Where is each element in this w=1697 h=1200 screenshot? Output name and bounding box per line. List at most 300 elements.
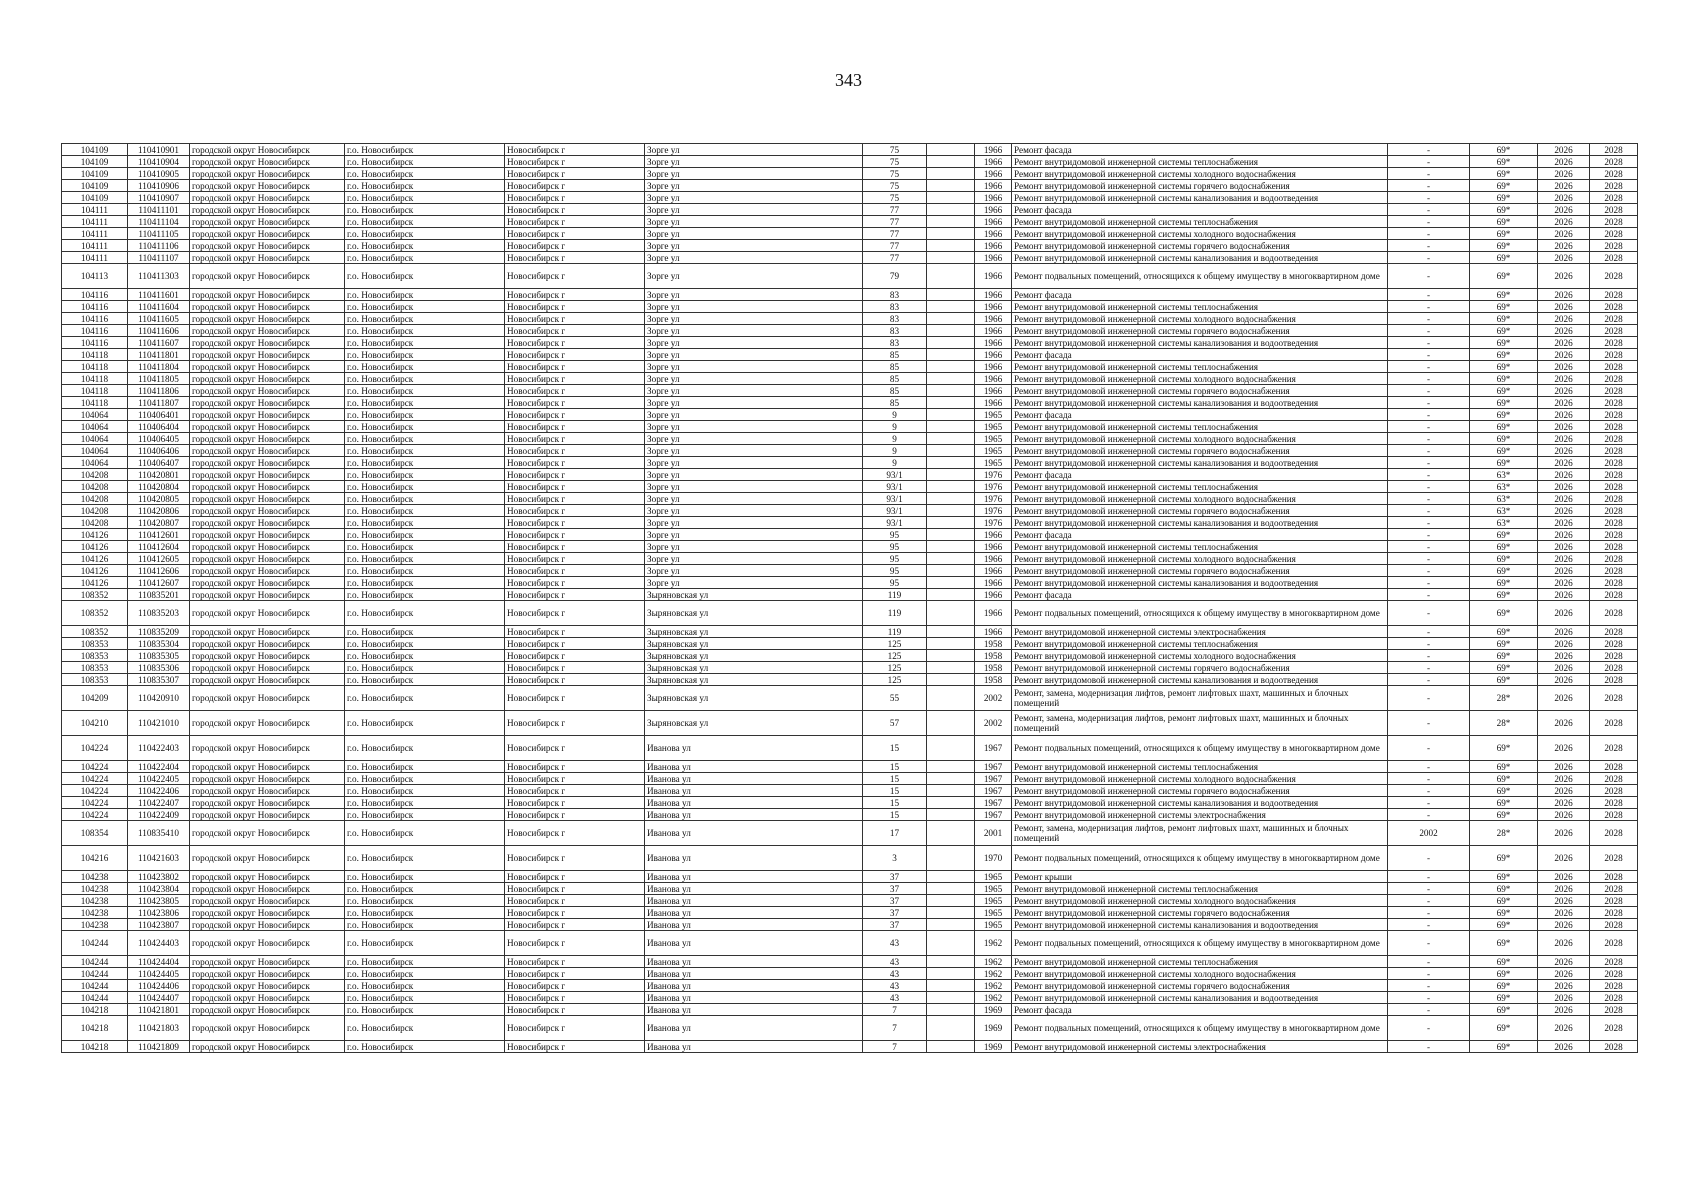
cell-completed-year: - <box>1388 469 1470 481</box>
cell-municipality: городской округ Новосибирск <box>190 883 345 895</box>
cell-house-number: 119 <box>863 601 927 626</box>
cell-price: 69* <box>1470 289 1538 301</box>
cell-municipality: городской округ Новосибирск <box>190 871 345 883</box>
cell-municipal-district: г.о. Новосибирск <box>345 907 505 919</box>
cell-house-number: 37 <box>863 895 927 907</box>
cell-work-type: Ремонт внутридомовой инженерной системы теплоснабжения <box>1012 541 1388 553</box>
cell-price: 69* <box>1470 650 1538 662</box>
cell-object-code: 110423807 <box>128 919 190 931</box>
table-row <box>62 385 1638 397</box>
cell-plan-start-year: 2026 <box>1538 638 1590 650</box>
cell-plan-end-year: 2028 <box>1590 1016 1638 1041</box>
cell-municipality: городской округ Новосибирск <box>190 457 345 469</box>
cell-object-code: 110406406 <box>128 445 190 457</box>
cell-settlement: Новосибирск г <box>505 797 645 809</box>
cell-work-type: Ремонт подвальных помещений, относящихся к общему имуществу в многоквартирном доме <box>1012 1016 1388 1041</box>
cell-street: Зорге ул <box>645 481 863 493</box>
cell-object-code: 110411807 <box>128 397 190 409</box>
cell-plan-end-year: 2028 <box>1590 168 1638 180</box>
cell-build-year: 1969 <box>975 1004 1012 1016</box>
cell-record-id: 104208 <box>62 481 128 493</box>
cell-building <box>927 577 975 589</box>
cell-object-code: 110406404 <box>128 421 190 433</box>
cell-municipal-district: г.о. Новосибирск <box>345 156 505 168</box>
table-row <box>62 956 1638 968</box>
cell-municipality: городской округ Новосибирск <box>190 761 345 773</box>
cell-house-number: 37 <box>863 919 927 931</box>
cell-record-id: 104224 <box>62 736 128 761</box>
cell-build-year: 1966 <box>975 385 1012 397</box>
cell-street: Зорге ул <box>645 168 863 180</box>
cell-completed-year: - <box>1388 373 1470 385</box>
cell-price: 28* <box>1470 711 1538 736</box>
cell-plan-end-year: 2028 <box>1590 674 1638 686</box>
cell-object-code: 110406407 <box>128 457 190 469</box>
cell-municipal-district: г.о. Новосибирск <box>345 785 505 797</box>
cell-work-type: Ремонт внутридомовой инженерной системы горячего водоснабжения <box>1012 385 1388 397</box>
cell-house-number: 83 <box>863 289 927 301</box>
cell-work-type: Ремонт фасада <box>1012 409 1388 421</box>
cell-completed-year: - <box>1388 650 1470 662</box>
cell-municipality: городской округ Новосибирск <box>190 577 345 589</box>
cell-municipal-district: г.о. Новосибирск <box>345 711 505 736</box>
cell-work-type: Ремонт внутридомовой инженерной системы канализования и водоотведения <box>1012 919 1388 931</box>
cell-plan-end-year: 2028 <box>1590 662 1638 674</box>
cell-street: Зорге ул <box>645 457 863 469</box>
cell-street: Иванова ул <box>645 871 863 883</box>
cell-municipality: городской округ Новосибирск <box>190 349 345 361</box>
cell-street: Зыряновская ул <box>645 686 863 711</box>
cell-record-id: 104118 <box>62 361 128 373</box>
cell-object-code: 110411606 <box>128 325 190 337</box>
cell-house-number: 43 <box>863 980 927 992</box>
cell-municipality: городской округ Новосибирск <box>190 711 345 736</box>
cell-build-year: 1966 <box>975 192 1012 204</box>
cell-plan-end-year: 2028 <box>1590 711 1638 736</box>
cell-build-year: 1965 <box>975 919 1012 931</box>
cell-plan-start-year: 2026 <box>1538 445 1590 457</box>
cell-house-number: 75 <box>863 180 927 192</box>
cell-work-type: Ремонт внутридомовой инженерной системы холодного водоснабжения <box>1012 433 1388 445</box>
cell-settlement: Новосибирск г <box>505 980 645 992</box>
cell-price: 63* <box>1470 481 1538 493</box>
cell-building <box>927 180 975 192</box>
cell-price: 63* <box>1470 469 1538 481</box>
cell-record-id: 104208 <box>62 505 128 517</box>
table-row <box>62 931 1638 956</box>
cell-build-year: 1966 <box>975 565 1012 577</box>
cell-municipality: городской округ Новосибирск <box>190 409 345 421</box>
cell-street: Иванова ул <box>645 773 863 785</box>
cell-municipal-district: г.о. Новосибирск <box>345 662 505 674</box>
cell-plan-end-year: 2028 <box>1590 577 1638 589</box>
cell-completed-year: - <box>1388 517 1470 529</box>
table-row <box>62 1016 1638 1041</box>
cell-municipality: городской округ Новосибирск <box>190 168 345 180</box>
cell-object-code: 110835306 <box>128 662 190 674</box>
cell-settlement: Новосибирск г <box>505 711 645 736</box>
cell-building <box>927 846 975 871</box>
table-row <box>62 968 1638 980</box>
cell-settlement: Новосибирск г <box>505 992 645 1004</box>
cell-municipal-district: г.о. Новосибирск <box>345 325 505 337</box>
cell-municipality: городской округ Новосибирск <box>190 517 345 529</box>
cell-plan-start-year: 2026 <box>1538 773 1590 785</box>
cell-house-number: 95 <box>863 541 927 553</box>
cell-settlement: Новосибирск г <box>505 529 645 541</box>
cell-completed-year: - <box>1388 397 1470 409</box>
cell-plan-start-year: 2026 <box>1538 517 1590 529</box>
cell-record-id: 104126 <box>62 553 128 565</box>
cell-object-code: 110421803 <box>128 1016 190 1041</box>
cell-street: Зыряновская ул <box>645 589 863 601</box>
cell-municipality: городской округ Новосибирск <box>190 785 345 797</box>
cell-build-year: 1965 <box>975 871 1012 883</box>
cell-settlement: Новосибирск г <box>505 761 645 773</box>
cell-completed-year: - <box>1388 204 1470 216</box>
cell-plan-start-year: 2026 <box>1538 325 1590 337</box>
cell-settlement: Новосибирск г <box>505 686 645 711</box>
cell-completed-year: - <box>1388 919 1470 931</box>
cell-street: Иванова ул <box>645 809 863 821</box>
cell-object-code: 110420805 <box>128 493 190 505</box>
cell-object-code: 110410901 <box>128 144 190 156</box>
cell-settlement: Новосибирск г <box>505 662 645 674</box>
cell-object-code: 110412604 <box>128 541 190 553</box>
cell-plan-start-year: 2026 <box>1538 650 1590 662</box>
cell-completed-year: - <box>1388 228 1470 240</box>
cell-house-number: 7 <box>863 1041 927 1053</box>
cell-object-code: 110420804 <box>128 481 190 493</box>
cell-completed-year: - <box>1388 626 1470 638</box>
cell-build-year: 1965 <box>975 895 1012 907</box>
cell-work-type: Ремонт внутридомовой инженерной системы электроснабжения <box>1012 809 1388 821</box>
cell-municipal-district: г.о. Новосибирск <box>345 397 505 409</box>
cell-price: 69* <box>1470 956 1538 968</box>
table-row <box>62 1004 1638 1016</box>
cell-completed-year: - <box>1388 349 1470 361</box>
cell-municipality: городской округ Новосибирск <box>190 373 345 385</box>
cell-settlement: Новосибирск г <box>505 204 645 216</box>
cell-building <box>927 919 975 931</box>
cell-settlement: Новосибирск г <box>505 931 645 956</box>
cell-build-year: 1966 <box>975 204 1012 216</box>
cell-municipal-district: г.о. Новосибирск <box>345 505 505 517</box>
cell-work-type: Ремонт внутридомовой инженерной системы канализования и водоотведения <box>1012 517 1388 529</box>
cell-plan-end-year: 2028 <box>1590 553 1638 565</box>
cell-plan-end-year: 2028 <box>1590 385 1638 397</box>
cell-settlement: Новосибирск г <box>505 785 645 797</box>
cell-record-id: 104238 <box>62 883 128 895</box>
cell-street: Иванова ул <box>645 895 863 907</box>
cell-municipality: городской округ Новосибирск <box>190 289 345 301</box>
cell-municipality: городской округ Новосибирск <box>190 626 345 638</box>
cell-settlement: Новосибирск г <box>505 325 645 337</box>
cell-build-year: 1966 <box>975 541 1012 553</box>
cell-object-code: 110410907 <box>128 192 190 204</box>
cell-build-year: 1966 <box>975 361 1012 373</box>
cell-street: Зорге ул <box>645 541 863 553</box>
cell-house-number: 93/1 <box>863 505 927 517</box>
cell-house-number: 17 <box>863 821 927 846</box>
cell-house-number: 3 <box>863 846 927 871</box>
cell-plan-end-year: 2028 <box>1590 337 1638 349</box>
cell-house-number: 9 <box>863 421 927 433</box>
cell-object-code: 110835304 <box>128 638 190 650</box>
cell-object-code: 110412606 <box>128 565 190 577</box>
table-row <box>62 846 1638 871</box>
cell-price: 69* <box>1470 397 1538 409</box>
cell-plan-start-year: 2026 <box>1538 421 1590 433</box>
cell-plan-start-year: 2026 <box>1538 481 1590 493</box>
cell-street: Иванова ул <box>645 785 863 797</box>
cell-price: 69* <box>1470 252 1538 264</box>
cell-record-id: 104126 <box>62 541 128 553</box>
cell-plan-end-year: 2028 <box>1590 469 1638 481</box>
cell-municipality: городской округ Новосибирск <box>190 931 345 956</box>
cell-completed-year: - <box>1388 337 1470 349</box>
cell-building <box>927 1004 975 1016</box>
cell-price: 63* <box>1470 505 1538 517</box>
cell-house-number: 83 <box>863 301 927 313</box>
cell-settlement: Новосибирск г <box>505 216 645 228</box>
cell-municipality: городской округ Новосибирск <box>190 968 345 980</box>
cell-plan-end-year: 2028 <box>1590 301 1638 313</box>
cell-plan-start-year: 2026 <box>1538 457 1590 469</box>
cell-object-code: 110422405 <box>128 773 190 785</box>
cell-object-code: 110412601 <box>128 529 190 541</box>
cell-plan-start-year: 2026 <box>1538 301 1590 313</box>
cell-completed-year: - <box>1388 529 1470 541</box>
cell-completed-year: - <box>1388 883 1470 895</box>
cell-building <box>927 457 975 469</box>
cell-price: 69* <box>1470 907 1538 919</box>
cell-municipality: городской округ Новосибирск <box>190 481 345 493</box>
cell-build-year: 1966 <box>975 301 1012 313</box>
cell-municipal-district: г.о. Новосибирск <box>345 493 505 505</box>
cell-street: Зыряновская ул <box>645 638 863 650</box>
cell-municipality: городской округ Новосибирск <box>190 385 345 397</box>
cell-building <box>927 481 975 493</box>
cell-record-id: 104126 <box>62 577 128 589</box>
cell-completed-year: - <box>1388 264 1470 289</box>
cell-settlement: Новосибирск г <box>505 469 645 481</box>
cell-completed-year: - <box>1388 785 1470 797</box>
cell-municipal-district: г.о. Новосибирск <box>345 821 505 846</box>
cell-house-number: 83 <box>863 313 927 325</box>
cell-build-year: 1967 <box>975 809 1012 821</box>
cell-building <box>927 445 975 457</box>
table-row <box>62 883 1638 895</box>
cell-building <box>927 361 975 373</box>
cell-record-id: 104208 <box>62 517 128 529</box>
cell-work-type: Ремонт внутридомовой инженерной системы холодного водоснабжения <box>1012 493 1388 505</box>
cell-object-code: 110424404 <box>128 956 190 968</box>
cell-street: Зыряновская ул <box>645 626 863 638</box>
cell-record-id: 104238 <box>62 919 128 931</box>
cell-price: 69* <box>1470 409 1538 421</box>
cell-record-id: 108353 <box>62 674 128 686</box>
cell-record-id: 108353 <box>62 638 128 650</box>
cell-completed-year: - <box>1388 956 1470 968</box>
table-row <box>62 433 1638 445</box>
cell-municipal-district: г.о. Новосибирск <box>345 980 505 992</box>
cell-street: Иванова ул <box>645 956 863 968</box>
cell-plan-end-year: 2028 <box>1590 883 1638 895</box>
cell-municipality: городской округ Новосибирск <box>190 907 345 919</box>
cell-plan-end-year: 2028 <box>1590 871 1638 883</box>
cell-street: Иванова ул <box>645 907 863 919</box>
cell-object-code: 110410904 <box>128 156 190 168</box>
cell-record-id: 104224 <box>62 773 128 785</box>
cell-price: 28* <box>1470 821 1538 846</box>
cell-house-number: 93/1 <box>863 469 927 481</box>
cell-municipal-district: г.о. Новосибирск <box>345 517 505 529</box>
cell-price: 69* <box>1470 337 1538 349</box>
cell-house-number: 85 <box>863 397 927 409</box>
cell-street: Зорге ул <box>645 397 863 409</box>
cell-municipal-district: г.о. Новосибирск <box>345 577 505 589</box>
cell-building <box>927 589 975 601</box>
cell-street: Иванова ул <box>645 992 863 1004</box>
cell-work-type: Ремонт внутридомовой инженерной системы теплоснабжения <box>1012 883 1388 895</box>
cell-record-id: 104244 <box>62 992 128 1004</box>
cell-house-number: 93/1 <box>863 493 927 505</box>
cell-completed-year: - <box>1388 773 1470 785</box>
cell-record-id: 104111 <box>62 216 128 228</box>
cell-municipality: городской округ Новосибирск <box>190 397 345 409</box>
cell-price: 69* <box>1470 761 1538 773</box>
cell-object-code: 110421809 <box>128 1041 190 1053</box>
cell-build-year: 1967 <box>975 797 1012 809</box>
cell-completed-year: - <box>1388 674 1470 686</box>
cell-plan-end-year: 2028 <box>1590 192 1638 204</box>
cell-completed-year: - <box>1388 252 1470 264</box>
cell-record-id: 104109 <box>62 168 128 180</box>
cell-municipality: городской округ Новосибирск <box>190 956 345 968</box>
cell-street: Зорге ул <box>645 373 863 385</box>
cell-settlement: Новосибирск г <box>505 895 645 907</box>
cell-completed-year: - <box>1388 565 1470 577</box>
cell-house-number: 75 <box>863 168 927 180</box>
cell-work-type: Ремонт внутридомовой инженерной системы канализования и водоотведения <box>1012 577 1388 589</box>
cell-building <box>927 773 975 785</box>
cell-municipality: городской округ Новосибирск <box>190 638 345 650</box>
cell-street: Зорге ул <box>645 469 863 481</box>
cell-object-code: 110835307 <box>128 674 190 686</box>
cell-municipal-district: г.о. Новосибирск <box>345 144 505 156</box>
cell-object-code: 110424405 <box>128 968 190 980</box>
cell-work-type: Ремонт подвальных помещений, относящихся к общему имуществу в многоквартирном доме <box>1012 264 1388 289</box>
cell-record-id: 104244 <box>62 956 128 968</box>
cell-house-number: 15 <box>863 785 927 797</box>
cell-plan-end-year: 2028 <box>1590 457 1638 469</box>
cell-plan-end-year: 2028 <box>1590 980 1638 992</box>
cell-plan-start-year: 2026 <box>1538 385 1590 397</box>
cell-plan-start-year: 2026 <box>1538 919 1590 931</box>
cell-price: 69* <box>1470 565 1538 577</box>
cell-record-id: 104244 <box>62 931 128 956</box>
cell-house-number: 75 <box>863 192 927 204</box>
cell-record-id: 104216 <box>62 846 128 871</box>
cell-completed-year: - <box>1388 1016 1470 1041</box>
cell-object-code: 110420910 <box>128 686 190 711</box>
cell-settlement: Новосибирск г <box>505 409 645 421</box>
cell-object-code: 110411801 <box>128 349 190 361</box>
table-row <box>62 1041 1638 1053</box>
cell-building <box>927 992 975 1004</box>
cell-municipal-district: г.о. Новосибирск <box>345 385 505 397</box>
table-row <box>62 809 1638 821</box>
cell-record-id: 104238 <box>62 907 128 919</box>
cell-plan-start-year: 2026 <box>1538 956 1590 968</box>
cell-building <box>927 895 975 907</box>
cell-settlement: Новосибирск г <box>505 493 645 505</box>
cell-build-year: 1966 <box>975 313 1012 325</box>
cell-house-number: 57 <box>863 711 927 736</box>
cell-plan-start-year: 2026 <box>1538 192 1590 204</box>
cell-price: 69* <box>1470 1016 1538 1041</box>
cell-plan-end-year: 2028 <box>1590 313 1638 325</box>
cell-completed-year: - <box>1388 216 1470 228</box>
cell-street: Зорге ул <box>645 301 863 313</box>
cell-street: Иванова ул <box>645 821 863 846</box>
cell-record-id: 108353 <box>62 662 128 674</box>
cell-municipal-district: г.о. Новосибирск <box>345 433 505 445</box>
cell-record-id: 104064 <box>62 457 128 469</box>
cell-object-code: 110835209 <box>128 626 190 638</box>
cell-work-type: Ремонт внутридомовой инженерной системы горячего водоснабжения <box>1012 180 1388 192</box>
cell-settlement: Новосибирск г <box>505 589 645 601</box>
cell-plan-end-year: 2028 <box>1590 144 1638 156</box>
cell-municipality: городской округ Новосибирск <box>190 1016 345 1041</box>
cell-plan-start-year: 2026 <box>1538 980 1590 992</box>
cell-price: 69* <box>1470 313 1538 325</box>
table-row <box>62 577 1638 589</box>
cell-record-id: 108352 <box>62 601 128 626</box>
cell-municipal-district: г.о. Новосибирск <box>345 968 505 980</box>
cell-record-id: 108352 <box>62 626 128 638</box>
cell-work-type: Ремонт внутридомовой инженерной системы электроснабжения <box>1012 1041 1388 1053</box>
table-row <box>62 397 1638 409</box>
cell-plan-end-year: 2028 <box>1590 736 1638 761</box>
cell-building <box>927 686 975 711</box>
cell-record-id: 104126 <box>62 565 128 577</box>
table-row <box>62 674 1638 686</box>
cell-settlement: Новосибирск г <box>505 180 645 192</box>
table-row <box>62 761 1638 773</box>
cell-object-code: 110410905 <box>128 168 190 180</box>
cell-record-id: 104118 <box>62 373 128 385</box>
cell-settlement: Новосибирск г <box>505 457 645 469</box>
table-row <box>62 895 1638 907</box>
cell-municipal-district: г.о. Новосибирск <box>345 529 505 541</box>
cell-build-year: 1962 <box>975 980 1012 992</box>
cell-work-type: Ремонт фасада <box>1012 469 1388 481</box>
cell-object-code: 110422409 <box>128 809 190 821</box>
cell-plan-start-year: 2026 <box>1538 577 1590 589</box>
cell-plan-end-year: 2028 <box>1590 421 1638 433</box>
cell-street: Зорге ул <box>645 409 863 421</box>
cell-plan-end-year: 2028 <box>1590 373 1638 385</box>
cell-settlement: Новосибирск г <box>505 373 645 385</box>
cell-municipal-district: г.о. Новосибирск <box>345 931 505 956</box>
cell-settlement: Новосибирск г <box>505 433 645 445</box>
cell-plan-start-year: 2026 <box>1538 797 1590 809</box>
cell-record-id: 104224 <box>62 797 128 809</box>
cell-municipality: городской округ Новосибирск <box>190 337 345 349</box>
cell-municipal-district: г.о. Новосибирск <box>345 469 505 481</box>
